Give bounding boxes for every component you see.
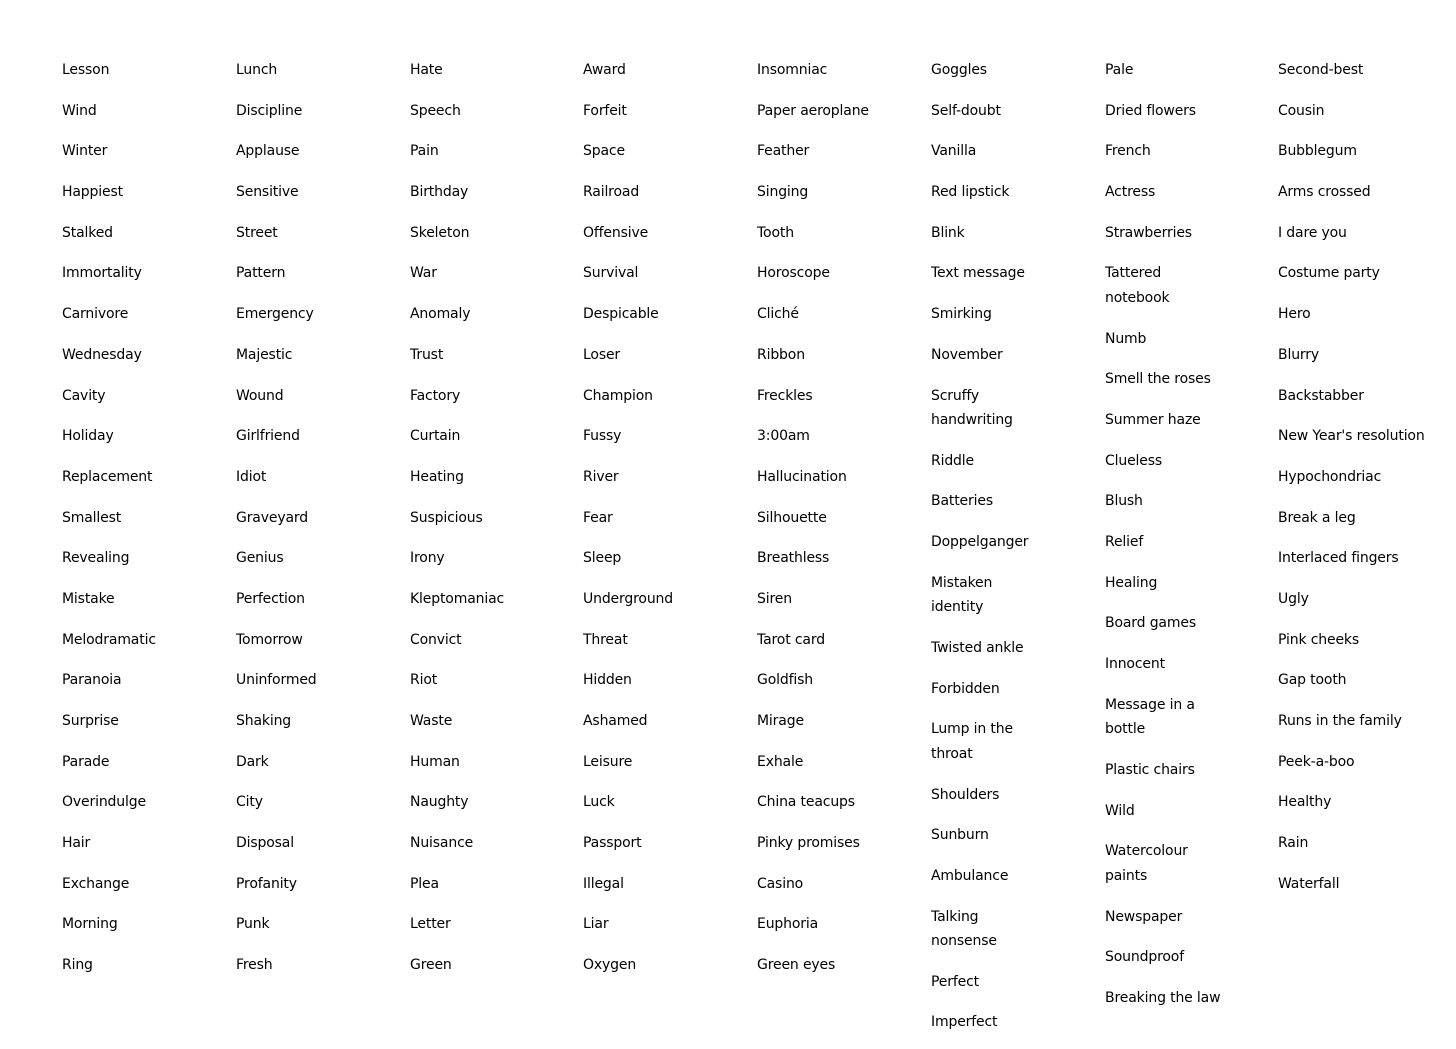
word-item: Pain bbox=[410, 143, 439, 160]
word-item: Blink bbox=[931, 224, 965, 241]
word-item: Winter bbox=[62, 143, 108, 160]
word-item: Pink cheeks bbox=[1278, 631, 1360, 648]
word-item: Disposal bbox=[236, 835, 294, 852]
word-item: Tarot card bbox=[757, 631, 825, 648]
word-item: Wild bbox=[1105, 802, 1135, 819]
word-item: Self-doubt bbox=[931, 102, 1001, 119]
word-item: Kleptomaniac bbox=[410, 590, 505, 607]
word-item: Lump in the throat bbox=[931, 721, 1013, 762]
word-item: Parade bbox=[62, 753, 110, 770]
word-item: Casino bbox=[757, 875, 804, 892]
word-item: Plastic chairs bbox=[1105, 762, 1195, 778]
word-item: Railroad bbox=[583, 184, 640, 201]
word-item: Numb bbox=[1105, 330, 1147, 347]
word-item: Ribbon bbox=[757, 346, 805, 363]
word-item: Human bbox=[410, 753, 460, 770]
word-item: Tattered notebook bbox=[1105, 265, 1170, 306]
word-item: Morning bbox=[62, 916, 118, 933]
word-item: Forbidden bbox=[931, 680, 1000, 697]
word-item: Revealing bbox=[62, 550, 130, 567]
word-item: Tomorrow bbox=[236, 631, 303, 648]
word-item: New Year's resolution bbox=[1278, 428, 1425, 445]
word-item: Batteries bbox=[931, 493, 993, 510]
word-item: Cliché bbox=[757, 306, 799, 323]
word-item: Profanity bbox=[236, 875, 297, 892]
word-item: Dark bbox=[236, 753, 269, 770]
word-item: Award bbox=[583, 62, 626, 78]
word-item: Cavity bbox=[62, 387, 106, 404]
word-item: Relief bbox=[1105, 534, 1144, 551]
word-item: Shoulders bbox=[931, 786, 1000, 803]
word-item: Dried flowers bbox=[1105, 102, 1196, 119]
word-item: Vanilla bbox=[931, 143, 977, 160]
word-item: November bbox=[931, 346, 1003, 363]
word-item: Ashamed bbox=[583, 713, 648, 729]
word-item: Mirage bbox=[757, 713, 804, 729]
word-item: Ambulance bbox=[931, 867, 1009, 884]
word-item: Wednesday bbox=[62, 346, 142, 363]
word-item: Smallest bbox=[62, 509, 122, 526]
word-item: Pale bbox=[1105, 62, 1134, 78]
word-item: Convict bbox=[410, 631, 462, 648]
word-item: Heating bbox=[410, 468, 464, 485]
word-item: Paranoia bbox=[62, 672, 122, 689]
word-item: Twisted ankle bbox=[931, 639, 1024, 656]
word-column-1 bbox=[62, 56, 212, 992]
word-item: Ugly bbox=[1278, 590, 1309, 607]
word-item: Emergency bbox=[236, 306, 314, 323]
word-item: Backstabber bbox=[1278, 387, 1364, 404]
word-item: Threat bbox=[583, 631, 628, 648]
word-item: Offensive bbox=[583, 224, 649, 241]
word-item: Punk bbox=[236, 916, 270, 933]
word-item: Suspicious bbox=[410, 509, 483, 526]
word-item: Champion bbox=[583, 387, 653, 404]
word-item: Green bbox=[410, 957, 452, 974]
word-item: Overindulge bbox=[62, 794, 146, 811]
word-column-6 bbox=[931, 56, 1043, 1049]
word-item: City bbox=[236, 794, 263, 811]
word-item: Fussy bbox=[583, 428, 622, 445]
word-item: Birthday bbox=[410, 184, 469, 201]
word-item: Carnivore bbox=[62, 306, 129, 323]
word-item: Loser bbox=[583, 346, 621, 363]
word-item: Healthy bbox=[1278, 794, 1332, 811]
word-item: Plea bbox=[410, 875, 439, 892]
word-item: Discipline bbox=[236, 102, 303, 119]
word-item: Speech bbox=[410, 102, 461, 119]
word-item: Breathless bbox=[757, 550, 830, 567]
word-item: Happiest bbox=[62, 184, 123, 201]
word-item: Singing bbox=[757, 184, 809, 201]
word-item: Goggles bbox=[931, 62, 987, 78]
word-item: Sleep bbox=[583, 550, 622, 567]
word-item: Uninformed bbox=[236, 672, 317, 689]
word-item: Strawberries bbox=[1105, 224, 1192, 241]
word-item: Replacement bbox=[62, 468, 153, 485]
word-item: Fear bbox=[583, 509, 613, 526]
word-item: Bubblegum bbox=[1278, 143, 1357, 160]
word-item: Exchange bbox=[62, 875, 130, 892]
word-item: Applause bbox=[236, 143, 300, 160]
word-item: Green eyes bbox=[757, 957, 836, 974]
word-item: Second-best bbox=[1278, 62, 1364, 78]
word-item: Pattern bbox=[236, 265, 286, 282]
word-item: Waste bbox=[410, 713, 453, 729]
word-item: Horoscope bbox=[757, 265, 830, 282]
word-item: Naughty bbox=[410, 794, 469, 811]
word-item: Leisure bbox=[583, 753, 633, 770]
word-item: China teacups bbox=[757, 794, 855, 811]
word-item: Break a leg bbox=[1278, 509, 1356, 526]
word-item: Ring bbox=[62, 957, 93, 974]
word-item: I dare you bbox=[1278, 224, 1347, 241]
word-item: Healing bbox=[1105, 574, 1158, 591]
word-item: Scruffy handwriting bbox=[931, 387, 1013, 428]
word-item: Cousin bbox=[1278, 102, 1325, 119]
word-item: Summer haze bbox=[1105, 412, 1201, 428]
word-item: Majestic bbox=[236, 346, 293, 363]
word-item: Oxygen bbox=[583, 957, 637, 974]
word-item: Street bbox=[236, 224, 278, 241]
word-item: Mistaken identity bbox=[931, 574, 993, 616]
word-item: Liar bbox=[583, 916, 609, 933]
word-item: Passport bbox=[583, 835, 642, 852]
word-item: Fresh bbox=[236, 957, 273, 974]
word-item: French bbox=[1105, 143, 1151, 160]
word-item: Shaking bbox=[236, 713, 292, 729]
word-item: Goldfish bbox=[757, 672, 813, 689]
word-item: Board games bbox=[1105, 615, 1196, 632]
word-item: Exhale bbox=[757, 753, 804, 770]
word-item: Trust bbox=[410, 346, 444, 363]
word-column-3 bbox=[410, 56, 560, 992]
word-item: Text message bbox=[931, 265, 1025, 282]
word-item: Hair bbox=[62, 835, 91, 852]
word-item: Blush bbox=[1105, 493, 1143, 510]
word-item: Arms crossed bbox=[1278, 184, 1371, 201]
word-item: Silhouette bbox=[757, 509, 827, 526]
word-item: Space bbox=[583, 143, 625, 160]
word-item: Imperfect bbox=[931, 1014, 998, 1031]
word-item: Girlfriend bbox=[236, 428, 300, 445]
word-item: Genius bbox=[236, 550, 284, 567]
word-item: Newspaper bbox=[1105, 908, 1183, 925]
word-item: Melodramatic bbox=[62, 631, 156, 648]
word-item: Immortality bbox=[62, 265, 142, 282]
word-column-2 bbox=[236, 56, 386, 992]
word-item: Message in a bottle bbox=[1105, 696, 1195, 738]
word-item: Paper aeroplane bbox=[757, 102, 869, 119]
word-item: Lunch bbox=[236, 62, 278, 78]
word-item: Wound bbox=[236, 387, 284, 404]
word-item: Curtain bbox=[410, 428, 461, 445]
word-item: Holiday bbox=[62, 428, 114, 445]
word-item: Despicable bbox=[583, 306, 659, 323]
word-item: Talking nonsense bbox=[931, 908, 997, 950]
word-item: Watercolour paints bbox=[1105, 843, 1188, 884]
word-item: Waterfall bbox=[1278, 875, 1340, 892]
word-item: Smirking bbox=[931, 306, 992, 323]
word-item: Breaking the law bbox=[1105, 989, 1221, 1006]
word-column-7 bbox=[1105, 56, 1223, 1025]
word-item: Stalked bbox=[62, 224, 113, 241]
word-item: Hero bbox=[1278, 306, 1311, 323]
word-item: Euphoria bbox=[757, 916, 819, 933]
word-item: Graveyard bbox=[236, 509, 308, 526]
word-item: Interlaced fingers bbox=[1278, 550, 1399, 567]
word-item: Factory bbox=[410, 387, 461, 404]
word-item: Riot bbox=[410, 672, 438, 689]
word-item: Costume party bbox=[1278, 265, 1380, 282]
word-item: Hate bbox=[410, 62, 443, 78]
word-item: Surprise bbox=[62, 713, 119, 729]
word-column-4 bbox=[583, 56, 733, 992]
word-column-8 bbox=[1278, 56, 1428, 910]
word-item: Clueless bbox=[1105, 452, 1163, 469]
word-item: Idiot bbox=[236, 468, 267, 485]
word-item: Letter bbox=[410, 916, 451, 933]
word-item: Insomniac bbox=[757, 62, 828, 78]
word-item: Illegal bbox=[583, 875, 624, 892]
word-item: Lesson bbox=[62, 62, 110, 78]
word-item: Pinky promises bbox=[757, 835, 860, 852]
word-item: Gap tooth bbox=[1278, 672, 1347, 689]
word-item: War bbox=[410, 265, 437, 282]
word-item: Runs in the family bbox=[1278, 713, 1402, 729]
word-item: River bbox=[583, 468, 619, 485]
word-item: Nuisance bbox=[410, 835, 474, 852]
word-item: Feather bbox=[757, 143, 810, 160]
word-item: Forfeit bbox=[583, 102, 627, 119]
word-column-5 bbox=[757, 56, 907, 992]
word-item: Survival bbox=[583, 265, 639, 282]
word-item: Hallucination bbox=[757, 468, 847, 485]
word-item: Soundproof bbox=[1105, 949, 1184, 966]
word-item: Irony bbox=[410, 550, 445, 567]
word-item: Riddle bbox=[931, 452, 974, 469]
word-item: Rain bbox=[1278, 835, 1309, 852]
word-item: Tooth bbox=[757, 224, 794, 241]
word-item: Innocent bbox=[1105, 656, 1165, 673]
word-item: Luck bbox=[583, 794, 615, 811]
word-item: 3:00am bbox=[757, 428, 810, 445]
word-item: Wind bbox=[62, 102, 97, 119]
word-item: Underground bbox=[583, 590, 674, 607]
word-item: Hypochondriac bbox=[1278, 468, 1382, 485]
word-item: Perfect bbox=[931, 973, 979, 990]
word-item: Peek-a-boo bbox=[1278, 753, 1355, 770]
word-item: Sunburn bbox=[931, 827, 989, 844]
word-item: Mistake bbox=[62, 590, 115, 607]
word-item: Siren bbox=[757, 590, 792, 607]
word-item: Skeleton bbox=[410, 224, 470, 241]
word-item: Red lipstick bbox=[931, 184, 1010, 201]
word-item: Actress bbox=[1105, 184, 1156, 201]
word-item: Smell the roses bbox=[1105, 371, 1211, 388]
word-item: Doppelganger bbox=[931, 534, 1029, 551]
word-item: Sensitive bbox=[236, 184, 299, 201]
word-item: Perfection bbox=[236, 590, 305, 607]
word-item: Anomaly bbox=[410, 306, 471, 323]
word-item: Hidden bbox=[583, 672, 632, 689]
word-item: Blurry bbox=[1278, 346, 1320, 363]
word-item: Freckles bbox=[757, 387, 813, 404]
